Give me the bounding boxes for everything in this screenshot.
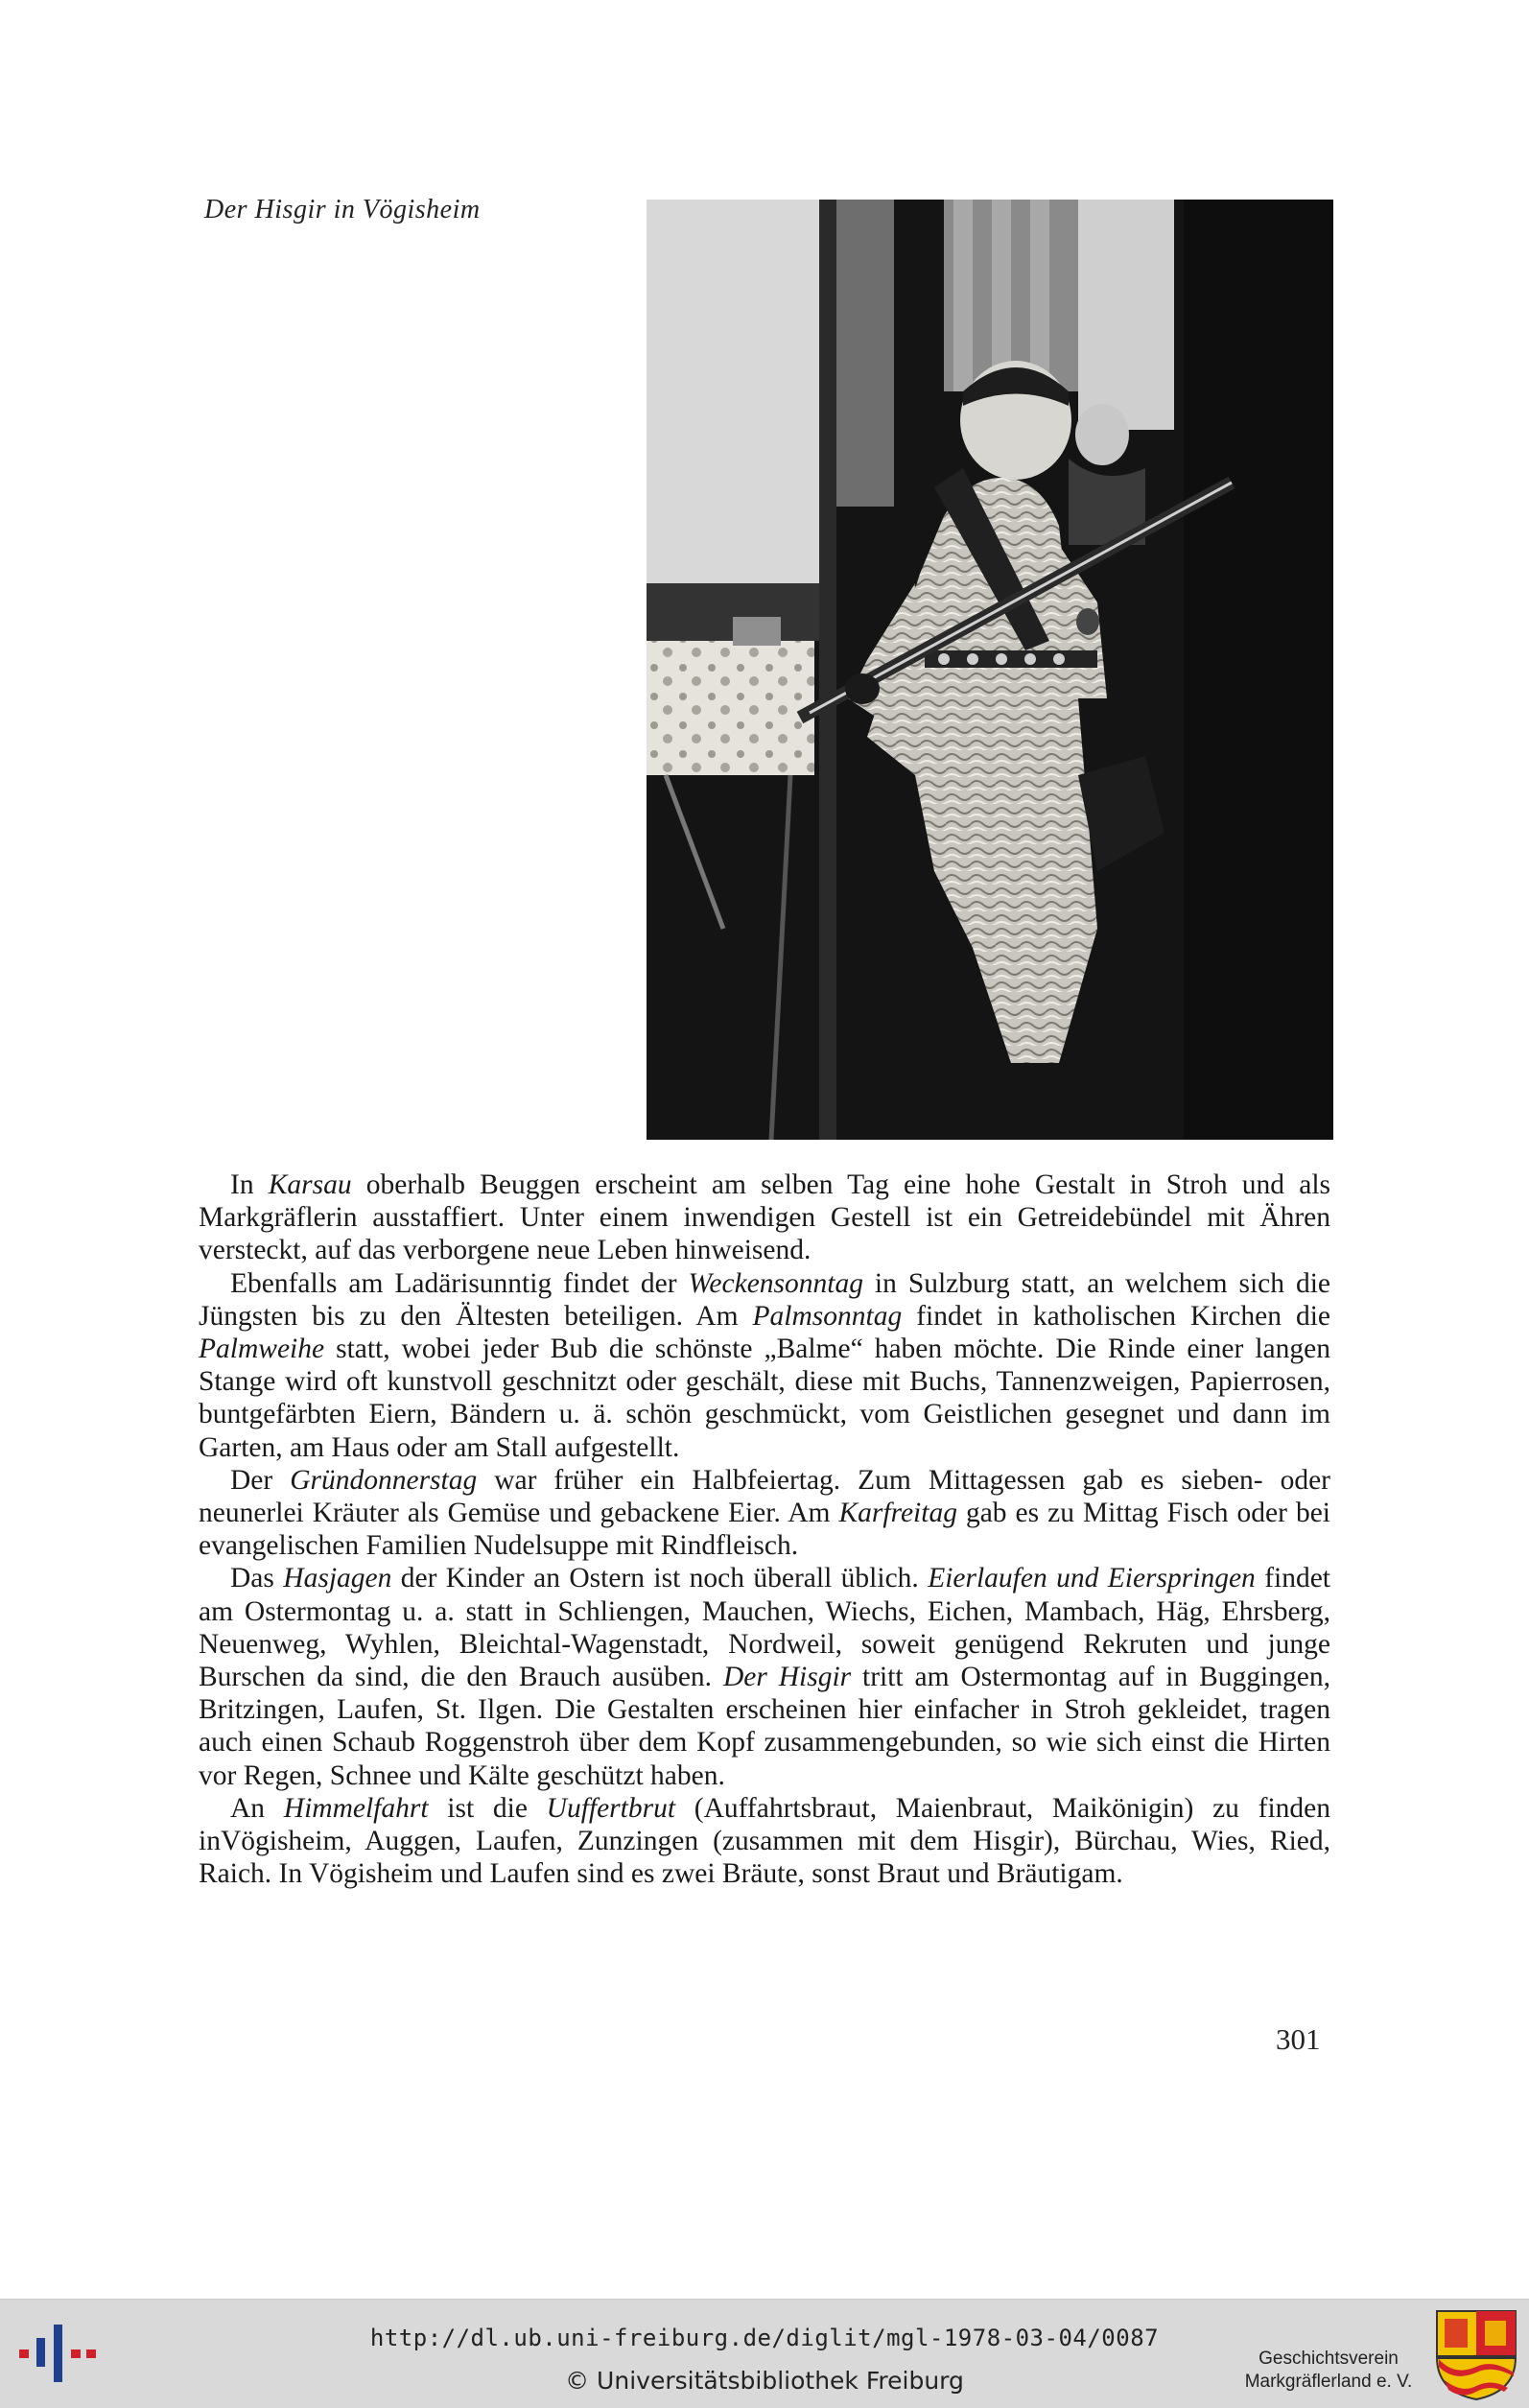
text-run: der Kinder an Ostern ist noch überall üblich. [391,1563,929,1594]
source-url-link[interactable]: http://dl.ub.uni-freiburg.de/diglit/mgl-1978-03-04/0087 [369,2325,1160,2351]
coat-of-arms-icon [1435,2309,1517,2401]
italic-term: Hasjagen [283,1563,392,1594]
text-run: oberhalb Beuggen erscheint am selben Tag eine hohe Gestalt in Stroh und als Markgräflerin ausstaffiert. Unter einem inwendigen Gestell ist ein Getreidebündel mit Ähren versteckt, auf das verborgene neue Leben hinweisend. [199,1169,1330,1266]
italic-term: Gründonnerstag [290,1464,478,1496]
text-run: Der [230,1464,291,1496]
text-run: statt, wobei jeder Bub die schönste „Balme“ haben möchte. Die Rinde einer langen Stange wird oft kunstvoll geschnitzt oder geschält, diese mit Buchs, Tannenzweigen, Papierrosen, buntgefärbten Eiern, Bändern u. ä. schön geschmückt, vom Geistlichen gesegnet und dann im Garten, am Haus oder am Stall aufgestellt. [199,1334,1330,1463]
body-text [199,1169,1330,1890]
text-run: tritt am Ostermontag auf in Buggingen, Britzingen, Laufen, St. Ilgen. Die Gestalten erscheinen hier einfacher in Stroh gekleidet, tragen auch einen Schaub Roggenstroh über dem Kopf zusammengebunden, so wie sich einst die Hirten vor Regen, Schnee und Kälte geschützt haben. [199,1662,1330,1791]
italic-term: Karsau [268,1169,352,1200]
italic-term: Karfreitag [838,1498,957,1529]
text-run: gab es zu Mittag Fisch oder bei evangelischen Familien Nudelsuppe mit Rindfleisch. [199,1498,1330,1562]
text-run: findet in katholischen Kirchen die [902,1300,1330,1332]
italic-term: Palmweihe [199,1334,325,1365]
text-run: in Sulzburg statt, an welchem sich die Jüngsten bis zu den Ältesten beteiligen. Am [199,1267,1330,1332]
text-run: (Auffahrtsbraut, Maienbraut, Maikönigin) zu finden inVögisheim, Auggen, Laufen, Zunzingen (zusammen mit dem Hisgir), Bürchau, Wies, Ried, Raich. In Vögisheim und Laufen sind es zwei Bräute, sonst Braut und Bräutigam. [199,1792,1330,1890]
paragraph [199,1464,1330,1563]
italic-term: Eierlaufen und Eierspringen [928,1563,1256,1594]
text-run: Ebenfalls am Ladärisunntig findet der [230,1267,689,1299]
society-line-2: Markgräflerland e. V. [1244,2372,1413,2392]
text-run: war früher ein Halbfeiertag. Zum Mittagessen gab es sieben- oder neunerlei Kräuter als Gemüse und gebackene Eier. Am [199,1464,1330,1529]
text-run: findet am Ostermontag u. a. statt in Schliengen, Mauchen, Wiechs, Eichen, Mambach, Häg, Ehrsberg, Neuenweg, Wyhlen, Bleichtal-Wagenstadt, Nordweil, soweit genügend Rekruten und junge Burschen da sind, die den Brauch ausüben. [199,1563,1330,1693]
italic-term: Palmsonntag [752,1300,903,1332]
italic-term: Himmelfahrt [283,1792,429,1824]
text-run: In [230,1169,269,1200]
figure-caption: Der Hisgir in Vögisheim [204,195,481,224]
photo-hisgir [647,200,1333,1140]
page-number: 301 [1276,2022,1321,2056]
italic-term: Weckensonntag [688,1267,863,1299]
footer-bar [0,2299,1529,2408]
text-run: Das [230,1563,284,1594]
paragraph [199,1562,1330,1791]
copyright-text: © Universitätsbibliothek Freiburg [565,2367,964,2395]
society-name [1233,2348,1424,2394]
paragraph [199,1792,1330,1891]
italic-term: Der Hisgir [722,1662,852,1693]
text-run: ist die [428,1792,547,1824]
italic-term: Uuffertbrut [546,1792,676,1824]
society-line-1: Geschichtsverein [1258,2349,1399,2369]
text-run: An [230,1792,284,1824]
paragraph [199,1169,1330,1267]
paragraph [199,1267,1330,1464]
